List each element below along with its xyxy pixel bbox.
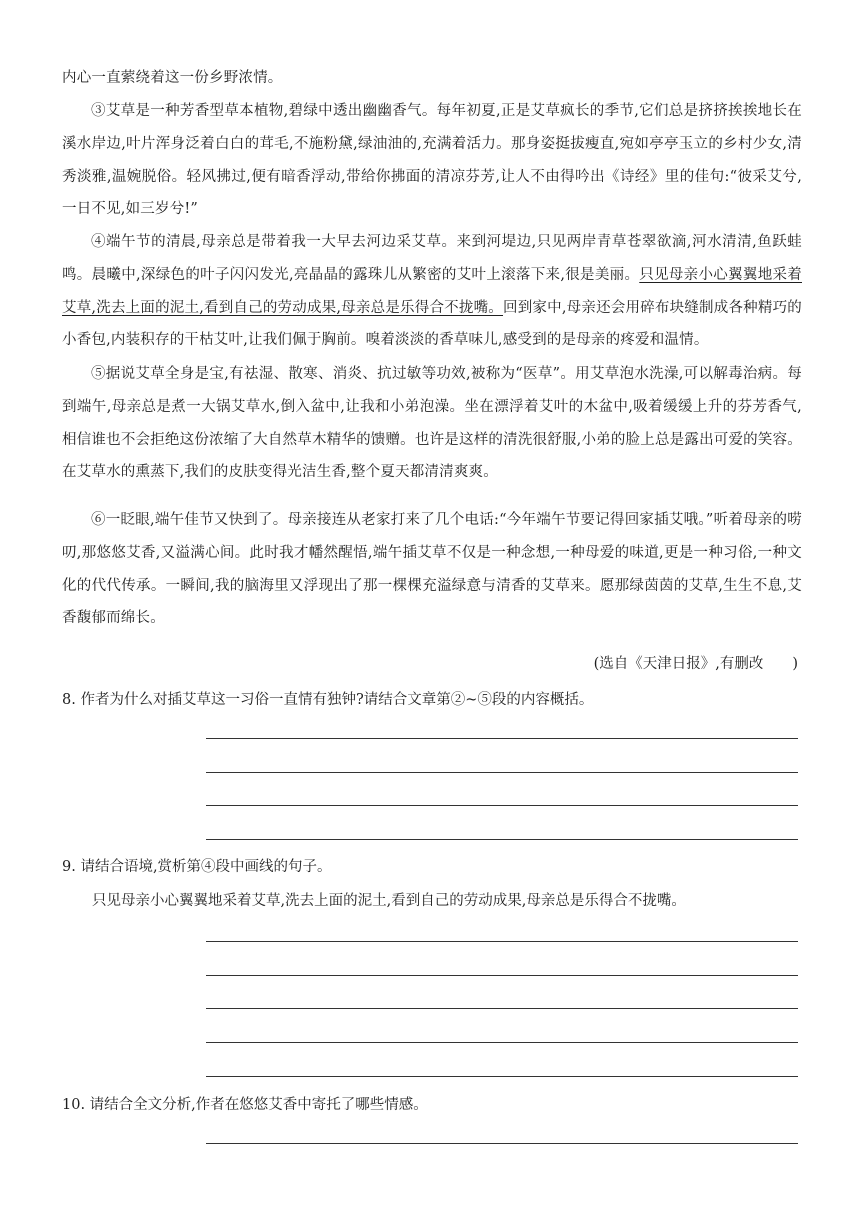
paragraph-4	[62, 226, 802, 357]
answer-line-q8-4[interactable]	[206, 839, 798, 840]
paragraph-3: ③艾草是一种芳香型草本植物,碧绿中透出幽幽香气。每年初夏,正是艾草疯长的季节,它们总是挤挤挨挨地长在溪水岸边,叶片浑身泛着白白的茸毛,不施粉黛,绿油油的,充满着活力。那身姿挺拔瘦直,宛如亭亭玉立的乡村少女,清秀淡雅,温婉脱俗。轻风拂过,便有暗香浮动,带给你拂面的清凉芬芳,让人不由得吟出《诗经》里的佳句:“彼采艾兮,一日不见,如三岁兮!”	[62, 103, 802, 218]
answer-line-q9-1[interactable]	[206, 941, 798, 942]
answer-line-q9-3[interactable]	[206, 1008, 798, 1009]
answer-line-q9-4[interactable]	[206, 1042, 798, 1043]
paragraph-intro: 内心一直萦绕着这一份乡野浓情。	[62, 70, 283, 86]
answer-line-q8-2[interactable]	[206, 772, 798, 773]
answer-line-q9-2[interactable]	[206, 975, 798, 976]
answer-line-q8-3[interactable]	[206, 805, 798, 806]
source-citation: (选自《天津日报》,有删改 )	[593, 656, 798, 672]
paragraph-6: ⑥一眨眼,端午佳节又快到了。母亲接连从老家打来了几个电话:“今年端午节要记得回家插艾哦。”听着母亲的唠叨,那悠悠艾香,又溢满心间。此时我才幡然醒悟,端午插艾草不仅是一种念想,一种母爱的味道,更是一种习俗,一种文化的代代传承。一瞬间,我的脑海里又浮现出了那一棵棵充溢绿意与清香的艾草来。愿那绿茵茵的艾草,生生不息,艾香馥郁而绵长。	[62, 512, 802, 627]
paragraph-5: ⑤据说艾草全身是宝,有祛湿、散寒、消炎、抗过敏等功效,被称为“医草”。用艾草泡水洗澡,可以解毒治病。每到端午,母亲总是煮一大锅艾草水,倒入盆中,让我和小弟泡澡。坐在漂浮着艾叶的木盆中,吸着缓缓上升的芬芳香气,相信谁也不会拒绝这份浓缩了大自然草木精华的馈赠。也许是这样的清洗很舒服,小弟的脸上总是露出可爱的笑容。在艾草水的熏蒸下,我们的皮肤变得光洁生香,整个夏天都清清爽爽。	[62, 366, 802, 481]
question-10: 10. 请结合全文分析,作者在悠悠艾香中寄托了哪些情感。	[62, 1097, 428, 1113]
answer-line-q10-1[interactable]	[206, 1143, 798, 1144]
paragraph-4-text-start: ④端午节的清晨,母亲总是带着我一大早去河边采艾草。来到河堤边,只见两岸青草苍翠欲滴,河水清清,鱼跃蛙鸣。晨曦中,深绿色的叶子闪闪发光,亮晶晶的露珠儿从繁密的艾叶上滚落下来,很是美丽。	[62, 234, 802, 283]
underlined-sentence: 只见母亲小心翼翼地采着艾草,洗去上面的泥土,看到自己的劳动成果,母亲总是乐得合不拢嘴。	[62, 266, 802, 316]
paragraph-4-text-end: 回到家中,母亲还会用碎布块缝制成各种精巧的小香包,内装积存的干枯艾叶,让我们佩于胸前。嗅着淡淡的香草味儿,感受到的是母亲的疼爱和温情。	[62, 299, 802, 349]
question-9: 9. 请结合语境,赏析第④段中画线的句子。	[62, 859, 332, 875]
question-8: 8. 作者为什么对插艾草这一习俗一直情有独钟?请结合文章第②~⑤段的内容概括。	[62, 692, 594, 708]
answer-line-q9-5[interactable]	[206, 1076, 798, 1077]
answer-line-q8-1[interactable]	[206, 738, 798, 739]
question-9-quote: 只见母亲小心翼翼地采着艾草,洗去上面的泥土,看到自己的劳动成果,母亲总是乐得合不拢嘴。	[92, 893, 686, 909]
